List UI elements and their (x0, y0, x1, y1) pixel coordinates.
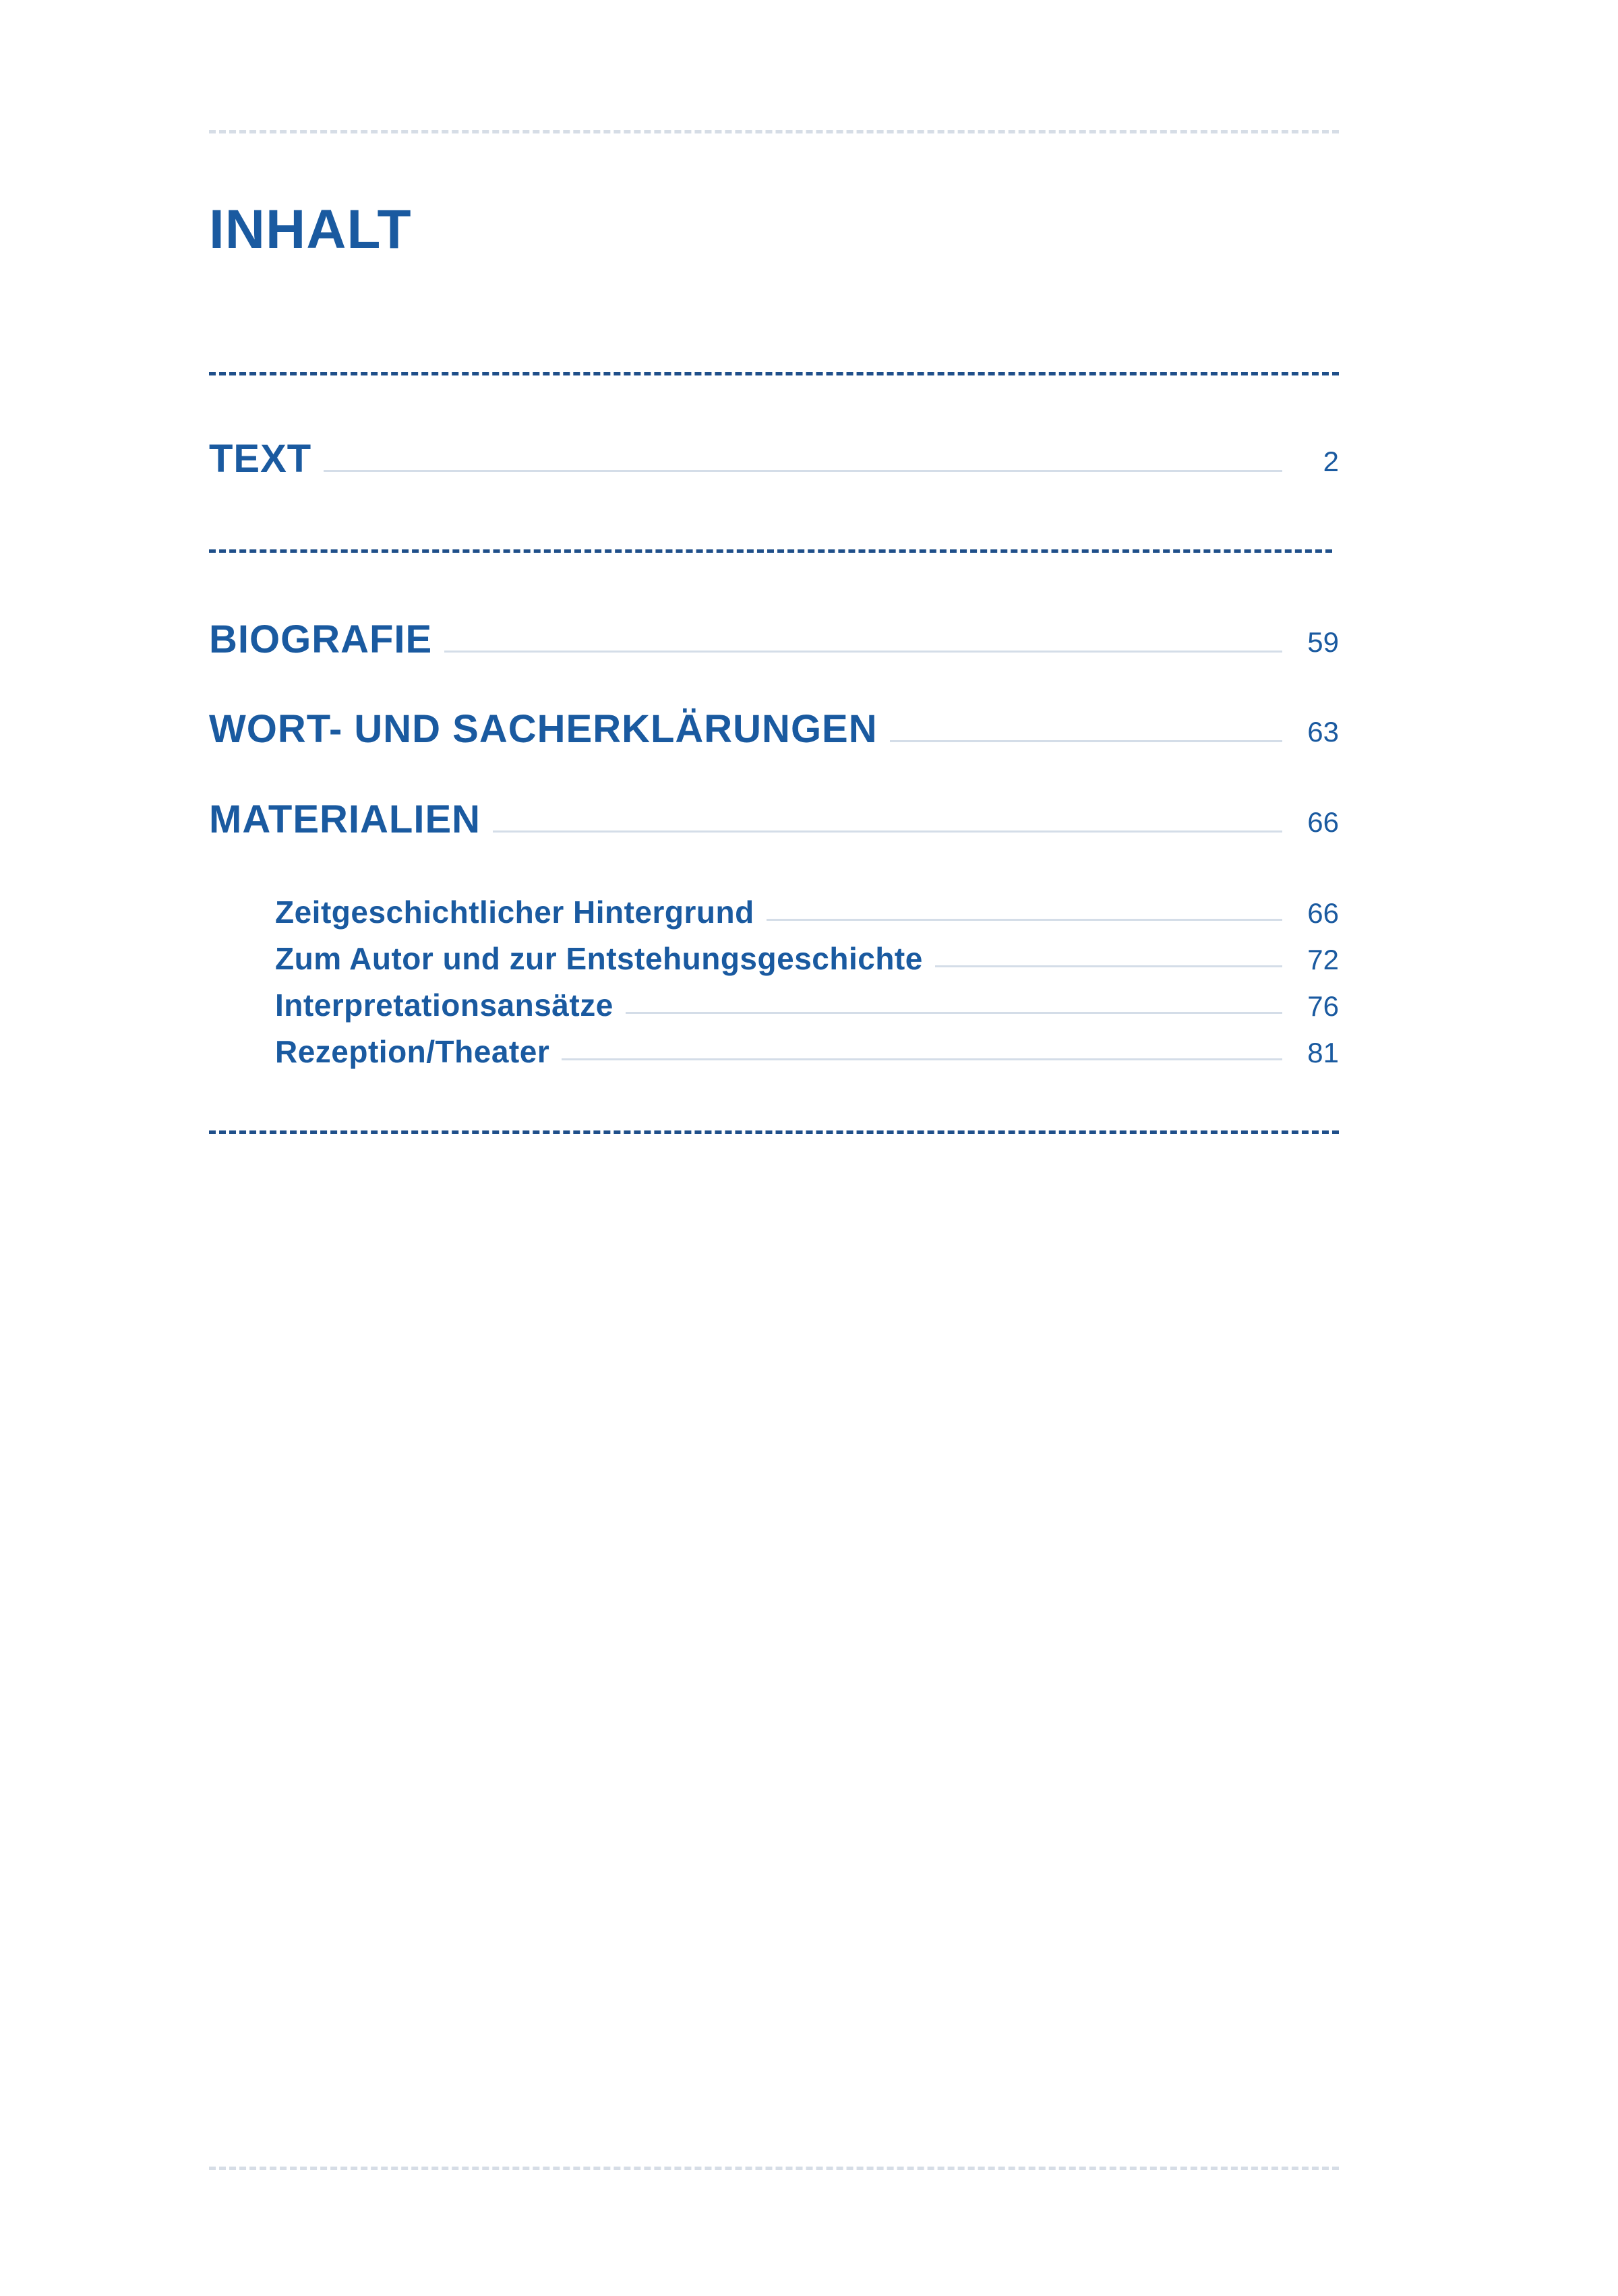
toc-entry-text[interactable] (209, 437, 1339, 481)
toc-leader-line (626, 1012, 1282, 1014)
toc-page-number: 66 (1307, 897, 1339, 929)
toc-subentry[interactable] (275, 943, 1339, 974)
toc-entry-biografie[interactable] (209, 617, 1339, 661)
divider-rule (209, 1130, 1339, 1134)
bottom-dashed-rule (209, 2167, 1339, 2170)
toc-entry-materialien[interactable] (209, 797, 1339, 841)
toc-subentry-label: Rezeption/Theater (275, 1034, 550, 1069)
divider-rule (209, 549, 1332, 553)
toc-page-number: 76 (1307, 990, 1339, 1022)
toc-page-number: 59 (1307, 626, 1339, 658)
toc-leader-line (890, 740, 1282, 742)
toc-subentry[interactable] (275, 897, 1339, 928)
toc-page-number: 2 (1323, 446, 1339, 477)
toc-subentry[interactable] (275, 1036, 1339, 1067)
toc-page-number: 72 (1307, 944, 1339, 975)
divider-rule (209, 372, 1339, 375)
toc-leader-line (767, 919, 1282, 921)
top-dashed-rule (209, 130, 1339, 133)
toc-subentry-label: Interpretationsansätze (275, 988, 613, 1023)
toc-leader-line (935, 965, 1282, 967)
toc-subentry-label: Zeitgeschichtlicher Hintergrund (275, 895, 754, 930)
toc-leader-line (562, 1058, 1282, 1060)
toc-subentry[interactable] (275, 990, 1339, 1021)
toc-leader-line (444, 651, 1282, 653)
toc-page-number: 81 (1307, 1037, 1339, 1068)
toc-entry-label: BIOGRAFIE (209, 617, 433, 661)
toc-entry-label: WORT- UND SACHERKLÄRUNGEN (209, 707, 878, 751)
toc-leader-line (493, 830, 1282, 833)
toc-page-number: 66 (1307, 806, 1339, 838)
toc-leader-line (324, 470, 1282, 472)
toc-entry-wort-und-sacherklaerungen[interactable] (209, 707, 1339, 751)
toc-entry-label: TEXT (209, 437, 312, 481)
toc-entry-label: MATERIALIEN (209, 797, 481, 841)
toc-subentry-label: Zum Autor und zur Entstehungsgeschichte (275, 941, 923, 976)
page-title: INHALT (209, 199, 412, 260)
toc-page-number: 63 (1307, 716, 1339, 748)
